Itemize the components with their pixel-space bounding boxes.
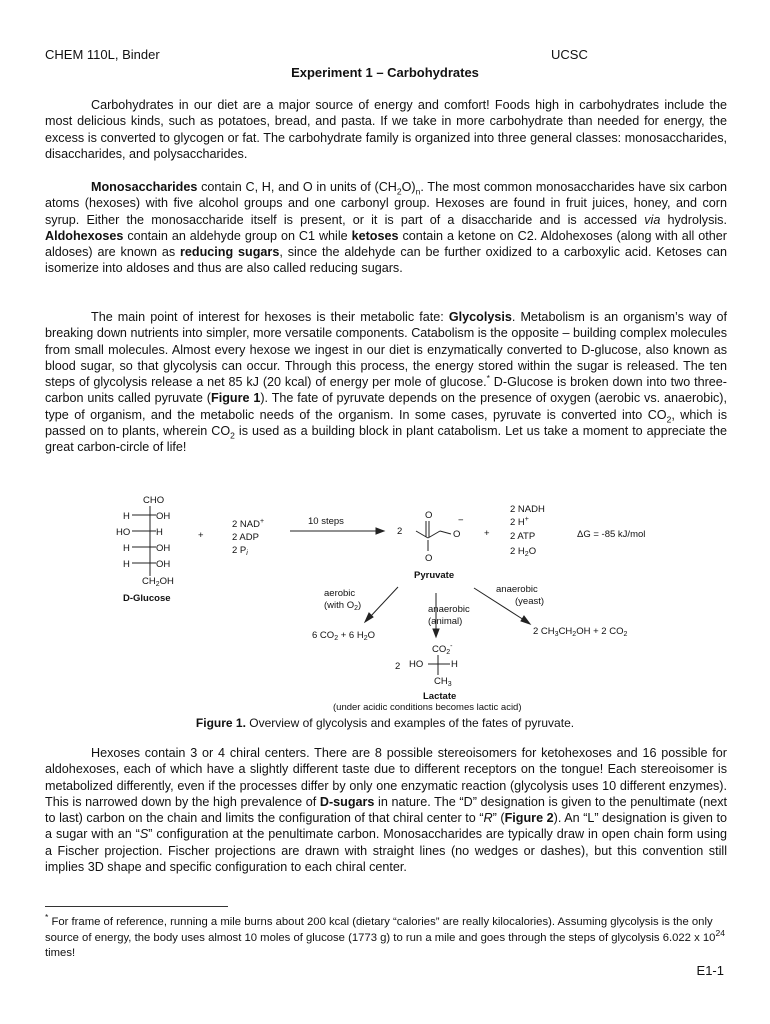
paragraph-intro: Carbohydrates in our diet are a major source of energy and comfort! Foods high in carbohydrates include the most delicious kinds, such as potatoes, bread, and pasta. If we take in more carbohydrate than needed for energy, the excess is converted to glycogen or fat. The carbohydrate family is organized into three general classes: monosaccharides, disaccharides, and polysaccharides.	[45, 98, 727, 161]
svg-text:2 H+: 2 H+	[510, 516, 529, 528]
svg-text:2 H2O: 2 $H_2O$	[510, 546, 537, 558]
svg-text:anaerobic: anaerobic	[428, 604, 470, 615]
footnote: * For frame of reference, running a mile burns about 200 kcal (dietary “calories” are really kilocalories). Assuming glycolysis is the only source of energy, the body uses almost 10 moles of glucose (1773 g) to run a mile and goes through the steps of glycolysis 6.022 x $10^{24}$ times!	[45, 912, 725, 959]
paragraph-glycolysis: The main point of interest for hexoses is their metabolic fate: Glycolysis. Metabolism is an organism’s way of breaking down nutrients into simpler, more versatile components. Catabolism is the opposite – building complex molecules from small molecules. Almost every hexose we ingest in our diet is enzymatically converted to D-glucose, also known as blood sugar, so that glycolysis can occur. Through this process, the energy stored within the sugar is released. The ten steps of glycolysis release a net 85 kJ (20 kcal) of energy per mole of glucose.* D-Glucose is broken down into two three-carbon units called pyruvate (Figure 1). The fate of pyruvate depends on the presence of oxygen (aerobic vs. anaerobic), type of organism, and the metabolic needs of the organism. In some cases, pyruvate is converted into $CO_2$, which is passed on to plants, wherein $CO_2$ is used as a building block in plant catabolism. Let us take a moment to appreciate the great carbon-circle of life!	[45, 310, 728, 455]
svg-text:OH: OH	[156, 559, 171, 570]
svg-text:CH2OH: $CH_2OH$	[142, 576, 174, 588]
svg-text:O: O	[453, 529, 461, 540]
school-header: UCSC	[551, 47, 588, 62]
svg-text:CO2-: $CO_2^-$	[432, 643, 453, 656]
paragraph-stereoisomers: Hexoses contain 3 or 4 chiral centers. There are 8 possible stereoisomers for ketohexoses and 16 possible for aldohexoses, each of which have a slightly different taste due to different receptors on the tongue! Each stereoisomer is metabolized differently, even if the processes differ by only one enzymatic reaction (glycolysis uses 10 different enzymes). This is narrowed down by the high prevalence of D-sugars in nature. The “D” designation is given to the penultimate (next to last) carbon on the chain and limits the configuration of that chiral center to “R” (Figure 2). An “L” designation is given to a sugar with an “S” configuration at the penultimate carbon. Monosaccharides are typically draw in open chain form using a Fischer projection. Fischer projections are drawn with straight lines (no wedges or dashes), but this convention still implies 3D shape and specific configuration to each chiral center.	[45, 746, 727, 875]
svg-text:(with O2): (with $O_2$)	[324, 600, 362, 612]
paragraph-monosaccharides: Monosaccharides contain C, H, and O in units of $(CH_2O)_n$. The most common monosaccharides have six carbon atoms (hexoses) with five alcohol groups and one carbonyl group. Hexoses are found in fruit juices, honey, and corn syrup. Either the monosaccharide itself is present, or it is part of a disaccharide and is accessed via hydrolysis. Aldohexoses contain an aldehyde group on C1 while ketoses contain a ketone on C2. Aldohexoses (along with all other aldoses) are known as reducing sugars, since the aldehyde can be further oxidized to a carboxylic acid. Ketoses can isomerize into aldoses and thus are also called reducing sugars.	[45, 180, 727, 276]
svg-text:2 Pi: 2 $P_i$	[232, 545, 248, 557]
svg-text:H: H	[156, 527, 163, 538]
svg-text:(under acidic conditions becom: (under acidic conditions becomes lactic acid)	[333, 702, 522, 713]
svg-text:(yeast): (yeast)	[515, 596, 545, 607]
glucose-label: D-Glucose	[123, 593, 171, 604]
course-header: CHEM 110L, Binder	[45, 47, 160, 62]
svg-text:2 NAD+: 2 NAD+	[232, 518, 265, 530]
svg-text:OH: OH	[156, 511, 171, 522]
svg-text:CH3: $CH_3$	[434, 676, 452, 688]
svg-text:+: +	[484, 528, 490, 539]
page-title: Experiment 1 – Carbohydrates	[291, 65, 479, 80]
pyruvate-label: Pyruvate	[414, 570, 455, 581]
page-number: E1-1	[696, 963, 724, 978]
svg-text:+: +	[198, 530, 204, 541]
figure-caption: Figure 1. Overview of glycolysis and examples of the fates of pyruvate.	[195, 716, 575, 730]
svg-text:(animal): (animal)	[428, 616, 463, 627]
svg-text:anaerobic: anaerobic	[496, 584, 538, 595]
svg-text:2 NADH: 2 NADH	[510, 504, 545, 515]
term-ketoses: ketoses	[351, 228, 399, 243]
term-reducing-sugars: reducing sugars	[179, 245, 280, 260]
svg-text:H: H	[123, 559, 130, 570]
svg-text:2: 2	[395, 661, 401, 672]
svg-text:2 ATP: 2 ATP	[510, 531, 536, 542]
term-d-sugars: D-sugars	[319, 794, 375, 809]
svg-text:2 CH3CH2OH + 2 CO2: 2 $CH_3CH_2OH + 2$ $CO_2$	[533, 626, 628, 638]
svg-text:H: H	[451, 659, 458, 670]
term-glycolysis: Glycolysis	[448, 310, 512, 324]
lactate-label: Lactate	[423, 691, 457, 702]
svg-text:−: −	[458, 515, 464, 526]
footnote-marker: *	[486, 373, 490, 383]
term-aldohexoses: Aldohexoses	[45, 228, 124, 243]
delta-g-label: ΔG = -85 kJ/mol	[577, 529, 646, 540]
figure-1-ref: Figure 1	[211, 391, 261, 406]
svg-text:HO: HO	[116, 527, 131, 538]
svg-text:aerobic: aerobic	[324, 588, 356, 599]
svg-text:2 ADP: 2 ADP	[232, 532, 259, 543]
footnote-divider	[45, 906, 228, 907]
svg-text:H: H	[123, 543, 130, 554]
svg-text:H: H	[123, 511, 130, 522]
svg-text:HO: HO	[409, 659, 424, 670]
glucose-aldehyde-label: CHO	[143, 495, 165, 506]
glycolysis-figure	[0, 488, 770, 720]
svg-text:6 CO2 + 6 H2O: 6 $CO_2 + 6$ $H_2O$	[312, 630, 376, 642]
term-monosaccharides: Monosaccharides	[91, 180, 198, 194]
svg-text:O: O	[425, 510, 433, 521]
svg-text:2: 2	[397, 526, 403, 537]
figure-2-ref: Figure 2	[504, 811, 554, 826]
steps-label: 10 steps	[308, 516, 344, 527]
svg-text:O: O	[425, 553, 433, 564]
svg-text:OH: OH	[156, 543, 171, 554]
